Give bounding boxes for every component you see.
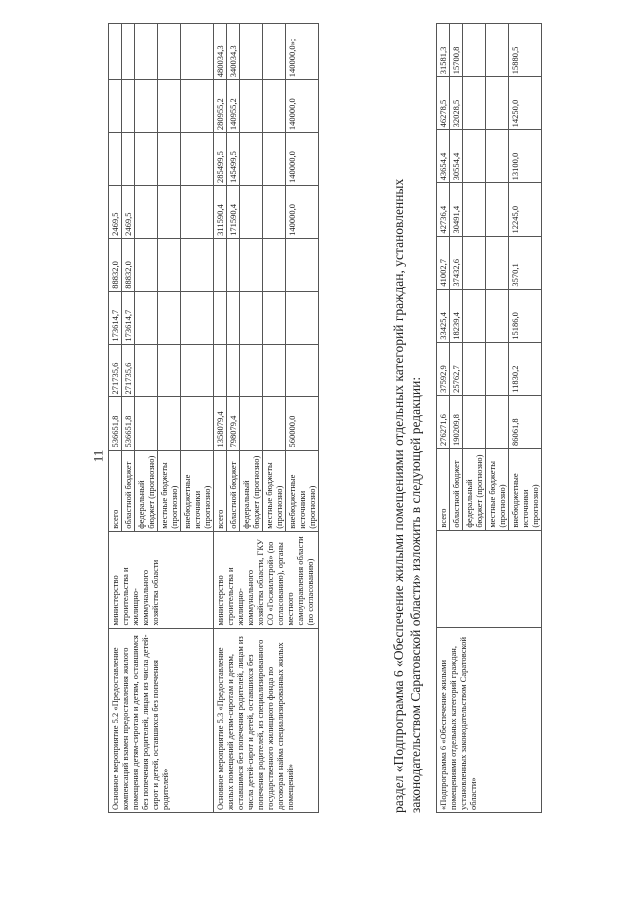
amount-cell: 173614,7: [122, 291, 135, 344]
amount-cell: [486, 130, 509, 183]
funding-source-cell: внебюджетные источники (прогнозно): [181, 450, 214, 531]
amount-cell: [181, 24, 214, 80]
funding-source-cell: областной бюджет: [227, 450, 240, 531]
table-row: [109, 24, 122, 813]
amount-cell: 14250,0: [509, 77, 542, 130]
amount-cell: [486, 289, 509, 342]
amount-cell: 536651,8: [109, 397, 122, 450]
amount-cell: [181, 238, 214, 291]
amount-cell: 280955,2: [214, 80, 227, 133]
amount-cell: [181, 291, 214, 344]
funding-source-cell: федеральный бюджет (прогнозно): [463, 448, 486, 530]
amount-cell: 173614,7: [109, 291, 122, 344]
amount-cell: [214, 344, 227, 397]
amount-cell: 30491,4: [450, 183, 463, 236]
amount-cell: [158, 24, 181, 80]
amount-cell: [286, 238, 319, 291]
amount-cell: [463, 24, 486, 77]
amount-cell: [181, 397, 214, 450]
funding-source-cell: областной бюджет: [122, 450, 135, 531]
amount-cell: 276271,6: [437, 395, 450, 448]
amount-cell: [463, 236, 486, 289]
amount-cell: 42736,4: [437, 183, 450, 236]
funding-source-cell: местные бюджеты (прогнозно): [158, 450, 181, 531]
amount-cell: 11830,2: [509, 342, 542, 395]
amount-cell: 2469,5: [122, 185, 135, 238]
funding-table-bottom: [436, 23, 542, 813]
event-name-cell: Основное мероприятие 5.2 «Предоставление компенсаций взамен предоставления жилого помещения детям-сиротам и детям, оставшимся без попечения родителей, лицам из числа детей-сирот и детей, оставшихся без попечения родителей»: [109, 628, 214, 812]
amount-cell: [181, 344, 214, 397]
amount-cell: [463, 130, 486, 183]
amount-cell: [135, 133, 158, 186]
amount-cell: [122, 80, 135, 133]
funding-source-cell: местные бюджеты (прогнозно): [263, 450, 286, 531]
amount-cell: 32028,5: [450, 77, 463, 130]
amount-cell: [181, 80, 214, 133]
amount-cell: 31581,3: [437, 24, 450, 77]
funding-source-cell: внебюджетные источники (прогнозно): [509, 448, 542, 530]
amount-cell: [463, 342, 486, 395]
funding-source-cell: всего: [109, 450, 122, 531]
amount-cell: 41002,7: [437, 236, 450, 289]
amount-cell: [240, 238, 263, 291]
amount-cell: 140000,0: [286, 80, 319, 133]
amount-cell: [135, 344, 158, 397]
amount-cell: [263, 80, 286, 133]
amount-cell: 43654,4: [437, 130, 450, 183]
amount-cell: 88832,0: [109, 238, 122, 291]
amount-cell: [486, 77, 509, 130]
executor-cell: министерство строительства и жилищно-коммунального хозяйства области, ГКУ СО «Госжилстрой» (по согласованию), органы местного самоуправления области (по согласованию): [214, 531, 319, 628]
amount-cell: [463, 289, 486, 342]
amount-cell: 171590,4: [227, 185, 240, 238]
amount-cell: [122, 133, 135, 186]
amount-cell: [486, 236, 509, 289]
amount-cell: [240, 185, 263, 238]
amount-cell: [135, 238, 158, 291]
amount-cell: [463, 395, 486, 448]
executor-cell: [437, 530, 542, 627]
amount-cell: [158, 291, 181, 344]
amount-cell: [240, 397, 263, 450]
amount-cell: [463, 183, 486, 236]
amount-cell: 15880,5: [509, 24, 542, 77]
amount-cell: 13100,0: [509, 130, 542, 183]
amount-cell: [486, 395, 509, 448]
amount-cell: [263, 291, 286, 344]
amount-cell: 25762,7: [450, 342, 463, 395]
amount-cell: [286, 344, 319, 397]
amount-cell: 12245,0: [509, 183, 542, 236]
amount-cell: [486, 24, 509, 77]
amount-cell: 190209,8: [450, 395, 463, 448]
amount-cell: 15186,0: [509, 289, 542, 342]
amount-cell: [158, 238, 181, 291]
funding-source-cell: всего: [214, 450, 227, 531]
amount-cell: [240, 344, 263, 397]
amount-cell: 46278,5: [437, 77, 450, 130]
amount-cell: 33425,4: [437, 289, 450, 342]
amount-cell: [135, 80, 158, 133]
amount-cell: [286, 291, 319, 344]
amount-cell: 285499,5: [214, 133, 227, 186]
funding-source-cell: внебюджетные источники (прогнозно): [286, 450, 319, 531]
heading-line-1: раздел «Подпрограмма 6 «Обеспечение жилыми помещениями отдельных категорий граждан, установленных: [391, 178, 406, 813]
amount-cell: [158, 185, 181, 238]
amount-cell: 560000,0: [286, 397, 319, 450]
amount-cell: [263, 344, 286, 397]
funding-source-cell: местные бюджеты (прогнозно): [486, 448, 509, 530]
amount-cell: 140955,2: [227, 80, 240, 133]
amount-cell: [463, 77, 486, 130]
amount-cell: [135, 291, 158, 344]
amount-cell: [109, 80, 122, 133]
amount-cell: 86061,8: [509, 395, 542, 448]
amount-cell: 340034,3: [227, 24, 240, 80]
table-row: [437, 24, 450, 813]
amount-cell: [135, 185, 158, 238]
amount-cell: 18239,4: [450, 289, 463, 342]
amount-cell: [214, 291, 227, 344]
amount-cell: [263, 238, 286, 291]
funding-source-cell: всего: [437, 448, 450, 530]
amount-cell: [181, 185, 214, 238]
amount-cell: 1358079,4: [214, 397, 227, 450]
funding-source-cell: федеральный бюджет (прогнозно): [135, 450, 158, 531]
amount-cell: 30554,4: [450, 130, 463, 183]
amount-cell: [240, 133, 263, 186]
funding-source-cell: областной бюджет: [450, 448, 463, 530]
amount-cell: [240, 80, 263, 133]
amount-cell: [109, 24, 122, 80]
amount-cell: [227, 238, 240, 291]
amount-cell: 798079,4: [227, 397, 240, 450]
funding-table-top: [108, 23, 319, 813]
amount-cell: 271735,6: [109, 344, 122, 397]
amount-cell: [135, 397, 158, 450]
amount-cell: [109, 133, 122, 186]
amount-cell: 15700,8: [450, 24, 463, 77]
amount-cell: [486, 183, 509, 236]
amount-cell: 536651,8: [122, 397, 135, 450]
event-name-cell: Основное мероприятие 5.3 «Предоставление жилых помещений детям-сиротам и детям, оставшимся без попечения родителей, лицам из числа детей-сирот и детей, оставшихся без попечения родителей, из специализированного государственного жилищного фонда по договорам найма специализированных жилых помещений»: [214, 628, 319, 812]
event-name-cell: «Подпрограмма 6 «Обеспечение жилыми помещениями отдельных категорий граждан, установленных законодательством Саратовской области»: [437, 627, 542, 812]
amount-cell: [263, 397, 286, 450]
amount-cell: [227, 291, 240, 344]
amount-cell: 271735,6: [122, 344, 135, 397]
amount-cell: [158, 344, 181, 397]
amount-cell: 37432,6: [450, 236, 463, 289]
amount-cell: [214, 238, 227, 291]
amount-cell: [486, 342, 509, 395]
amount-cell: 140000,0: [286, 133, 319, 186]
amount-cell: [122, 24, 135, 80]
amount-cell: 480034,3: [214, 24, 227, 80]
amount-cell: [158, 397, 181, 450]
amount-cell: [240, 291, 263, 344]
amount-cell: [263, 133, 286, 186]
amount-cell: [135, 24, 158, 80]
amount-cell: 311590,4: [214, 185, 227, 238]
funding-source-cell: федеральный бюджет (прогнозно): [240, 450, 263, 531]
section-heading: [390, 23, 424, 813]
amount-cell: [263, 24, 286, 80]
amount-cell: [240, 24, 263, 80]
amount-cell: [158, 133, 181, 186]
page-number: 11: [90, 449, 106, 463]
amount-cell: 145499,5: [227, 133, 240, 186]
amount-cell: 140000,0»;: [286, 24, 319, 80]
amount-cell: 37592,9: [437, 342, 450, 395]
amount-cell: 140000,0: [286, 185, 319, 238]
amount-cell: [227, 344, 240, 397]
heading-line-2: законодательством Саратовской области» изложить в следующей редакции:: [408, 376, 423, 813]
amount-cell: 2469,5: [109, 185, 122, 238]
amount-cell: [158, 80, 181, 133]
amount-cell: [263, 185, 286, 238]
amount-cell: 3570,1: [509, 236, 542, 289]
table-row: [214, 24, 227, 813]
executor-cell: министерство строительства и жилищно-коммунального хозяйства области: [109, 531, 214, 628]
amount-cell: 88832,0: [122, 238, 135, 291]
amount-cell: [181, 133, 214, 186]
